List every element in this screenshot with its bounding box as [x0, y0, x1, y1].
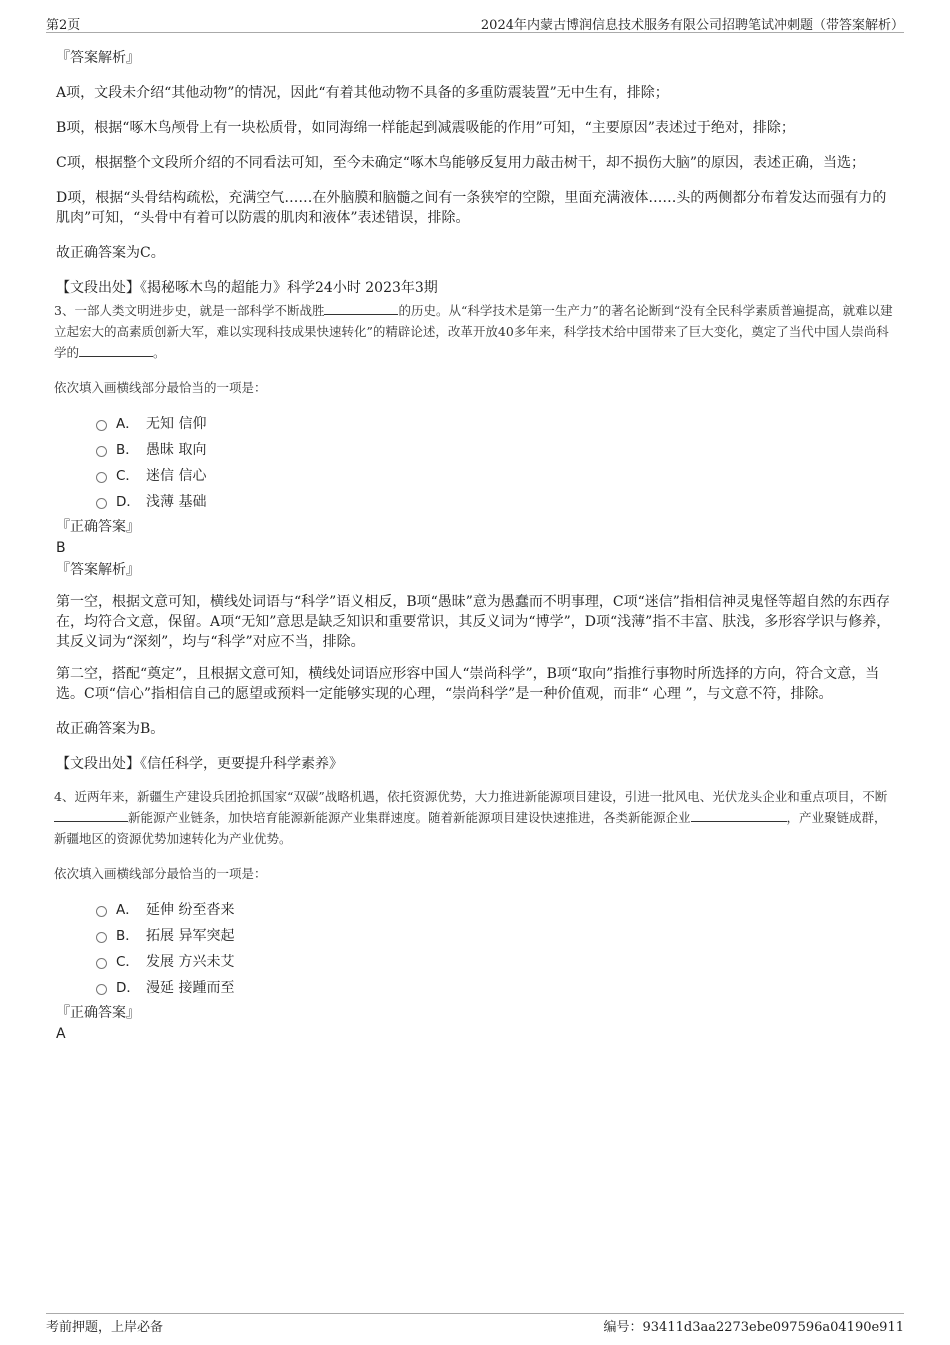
- correct-answer-label: 『正确答案』: [56, 1005, 140, 1021]
- analysis-paragraph: 第二空，搭配“奠定”，且根据文意可知，横线处词语应形容中国人“崇尚科学”，B项“取向”指推行事物时所选择的方向，符合文意，当选。C项“信心”指相信自己的愿望或预料一定能够实现的心理，“崇尚科学”是一种价值观，而非“ 心理 ”，与文意不符，排除。: [56, 666, 880, 702]
- page-header: [46, 14, 904, 33]
- option-a[interactable]: A． 无知 信仰: [56, 411, 896, 437]
- option-b[interactable]: B． 愚昧 取向: [56, 437, 896, 463]
- source-citation: 【文段出处】《揭秘啄木鸟的超能力》科学24小时 2023年3期: [56, 280, 438, 296]
- radio-button[interactable]: [96, 420, 107, 431]
- question-stem: 3、一部人类文明进步史，就是一部科学不断战胜 的历史。从“科学技术是第一生产力”的著名论断到“没有全民科学素质普遍提高，就难以建立起宏大的高素质创新大军，难以实现科技成果快速转化”的精辟论述，改革开放40多年来，科学技术给中国带来了巨大变化，奠定了当代中国人崇尚科学的 。: [54, 303, 893, 360]
- source-citation: 【文段出处】《信任科学，更要提升科学素养》: [56, 756, 343, 772]
- analysis-paragraph: D项，根据“头骨结构疏松，充满空气……在外脑膜和脑髓之间有一条狭窄的空隙，里面充满液体……头的两侧都分布着发达而强有力的肌肉”可知，“头骨中有着可以防震的肌肉和液体”表述错误，排除。: [56, 190, 887, 226]
- question-prompt: 依次填入画横线部分最恰当的一项是：: [54, 380, 267, 395]
- option-d[interactable]: D． 浅薄 基础: [56, 489, 896, 515]
- radio-button[interactable]: [96, 984, 107, 995]
- correct-answer-label: 『正确答案』: [56, 519, 140, 535]
- fill-blank: [324, 302, 398, 315]
- radio-button[interactable]: [96, 472, 107, 483]
- option-d[interactable]: D． 漫延 接踵而至: [56, 975, 896, 1001]
- conclusion: 故正确答案为C。: [56, 245, 165, 261]
- fill-blank: [691, 809, 787, 822]
- analysis-paragraph: 第一空，根据文意可知，横线处词语与“科学”语义相反，B项“愚昧”意为愚蠢而不明事理，C项“迷信”指相信神灵鬼怪等超自然的东西存在，均符合文意，保留。A项“无知”意思是缺乏知识和重要常识，其反义词为“博学”，D项“浅薄”指不丰富、肤浅，多形容学识与修养，其反义词为“深刻”，均与“科学”对应不当，排除。: [56, 594, 891, 650]
- option-list: [56, 897, 896, 1001]
- radio-button[interactable]: [96, 906, 107, 917]
- document-title: 2024年内蒙古博润信息技术服务有限公司招聘笔试冲刺题（带答案解析）: [480, 18, 904, 33]
- option-b[interactable]: B． 拓展 异军突起: [56, 923, 896, 949]
- radio-button[interactable]: [96, 498, 107, 509]
- question-prompt: 依次填入画横线部分最恰当的一项是：: [54, 866, 267, 881]
- analysis-paragraph: B项，根据“啄木鸟颅骨上有一块松质骨，如同海绵一样能起到减震吸能的作用”可知，“主要原因”表述过于绝对，排除；: [56, 120, 795, 136]
- analysis-paragraph: C项，根据整个文段所介绍的不同看法可知，至今未确定“啄木鸟能够反复用力敲击树干，却不损伤大脑”的原因，表述正确，当选；: [56, 155, 866, 171]
- correct-answer: A: [56, 1026, 66, 1042]
- content: [56, 46, 896, 1043]
- document-code: 编号：93411d3aa2273ebe097596a04190e911: [603, 1320, 904, 1335]
- analysis-label: 『答案解析』: [56, 50, 140, 66]
- option-c[interactable]: C． 发展 方兴未艾: [56, 949, 896, 975]
- fill-blank: [54, 809, 128, 822]
- option-a[interactable]: A． 延伸 纷至沓来: [56, 897, 896, 923]
- page-number: 第2页: [46, 18, 81, 33]
- conclusion: 故正确答案为B。: [56, 721, 165, 737]
- fill-blank: [79, 344, 153, 357]
- option-c[interactable]: C． 迷信 信心: [56, 463, 896, 489]
- radio-button[interactable]: [96, 932, 107, 943]
- footer-slogan: 考前押题，上岸必备: [46, 1320, 164, 1335]
- radio-button[interactable]: [96, 446, 107, 457]
- correct-answer: B: [56, 540, 66, 556]
- analysis-paragraph: A项，文段未介绍“其他动物”的情况，因此“有着其他动物不具备的多重防震装置”无中生有，排除；: [56, 85, 669, 101]
- page-footer: [46, 1313, 904, 1336]
- radio-button[interactable]: [96, 958, 107, 969]
- analysis-label: 『答案解析』: [56, 562, 140, 578]
- option-list: [56, 411, 896, 515]
- question-stem: 4、近两年来，新疆生产建设兵团抢抓国家“双碳”战略机遇，依托资源优势，大力推进新能源项目建设，引进一批风电、光伏龙头企业和重点项目，不断新能源产业链条，加快培育能源新能源产业集群速度。随着新能源项目建设快速推进，各类新能源企业 ，产业聚链成群，新疆地区的资源优势加速转化为产业优势。: [54, 789, 888, 846]
